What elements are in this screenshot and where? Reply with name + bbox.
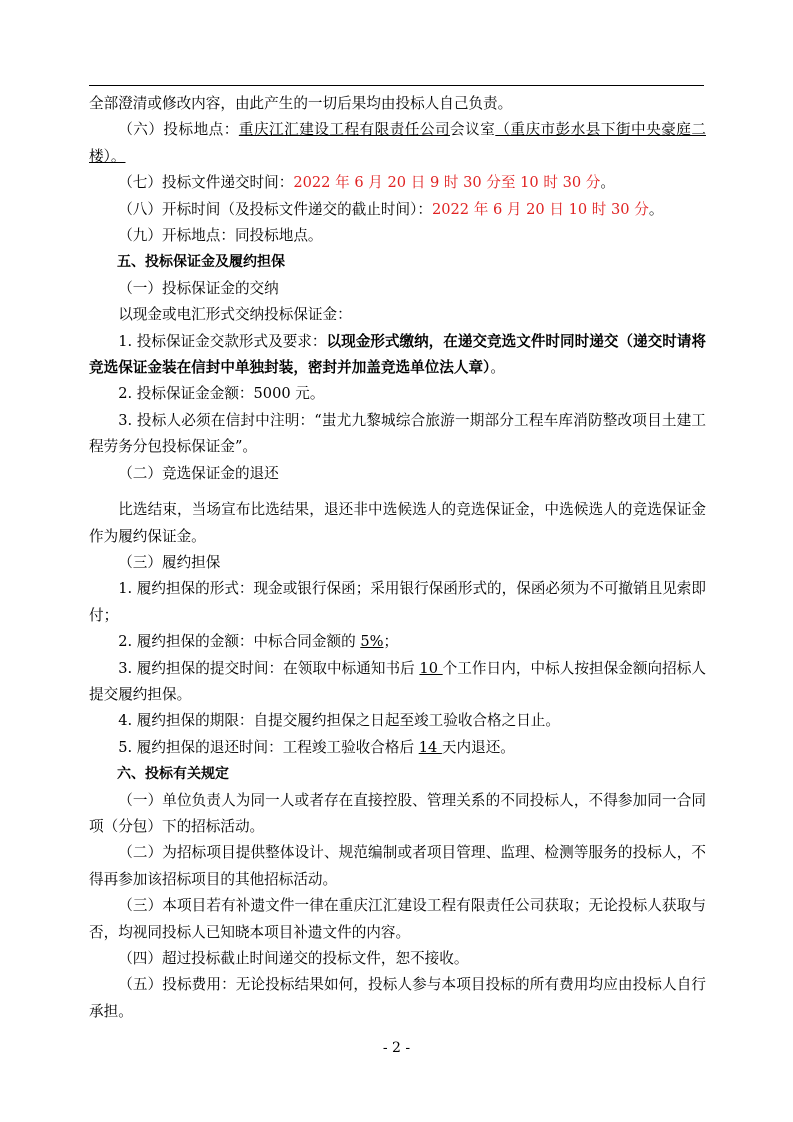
header-rule	[89, 85, 704, 86]
paragraph: 3. 履约担保的提交时间：在领取中标通知书后 10 个工作日内，中标人按担保金额向招标人提交履约担保。	[89, 659, 706, 703]
address: （重庆市彭水县下街中央豪庭二楼）。	[89, 121, 706, 165]
paragraph: 1. 履约担保的形式：现金或银行保函；采用银行保函形式的，保函必须为不可撤销且见索即付；	[89, 580, 706, 624]
paragraph: （三）本项目若有补遗文件一律在重庆江汇建设工程有限责任公司获取；无论投标人获取与否，均视同投标人已知晓本项目补遗文件的内容。	[89, 897, 706, 941]
paragraph: （四）超过投标截止时间递交的投标文件，恕不接收。	[118, 950, 469, 967]
paragraph: 比选结束，当场宣布比选结果，退还非中选候选人的竞选保证金，中选候选人的竞选保证金作为履约保证金。	[89, 501, 706, 545]
paragraph-bid-location: （六）投标地点：重庆江汇建设工程有限责任公司会议室（重庆市彭水县下街中央豪庭二楼）。	[89, 121, 706, 165]
paragraph: 全部澄清或修改内容，由此产生的一切后果均由投标人自己负责。	[89, 95, 513, 112]
subheading: （二）竞选保证金的退还	[118, 464, 279, 482]
section-heading-5: 五、投标保证金及履约担保	[117, 254, 285, 271]
deposit-form-requirement: 以现金形式缴纳，在递交竞选文件时同时递交（递交时请将竞选保证金装在信封中单独封装，密封并加盖竞选单位法人章）	[89, 332, 706, 377]
subheading: （三）履约担保	[118, 553, 221, 571]
page-number: - 2 -	[382, 1040, 411, 1056]
paragraph: （二）为招标项目提供整体设计、规范编制或者项目管理、监理、检测等服务的投标人，不得再参加该招标项目的其他招标活动。	[89, 844, 706, 888]
paragraph-submit-time: （七）投标文件递交时间：2022 年 6 月 20 日 9 时 30 分至 10 时 30 分。	[118, 174, 615, 192]
paragraph-deposit-form: 1. 投标保证金交款形式及要求：以现金形式缴纳，在递交竞选文件时同时递交（递交时请将竞选保证金装在信封中单独封装，密封并加盖竞选单位法人章）。	[89, 332, 706, 377]
company-name: 重庆江汇建设工程有限责任公司	[238, 121, 451, 139]
open-time-value: 2022 年 6 月 20 日 10 时 30 分	[431, 200, 649, 218]
paragraph: 5. 履约担保的退还时间：工程竣工验收合格后 14 天内退还。	[118, 738, 515, 756]
paragraph: 2. 履约担保的金额：中标合同金额的 5%；	[118, 633, 399, 651]
paragraph-deposit-amount: 2. 投标保证金金额：5000 元。	[118, 385, 325, 403]
paragraph: （五）投标费用：无论投标结果如何，投标人参与本项目投标的所有费用均应由投标人自行承担。	[89, 976, 706, 1020]
section-heading-6: 六、投标有关规定	[117, 766, 229, 783]
paragraph-envelope-note: 3. 投标人必须在信封中注明：“蚩尤九黎城综合旅游一期部分工程车库消防整改项目土建工程劳务分包投标保证金”。	[89, 411, 706, 456]
paragraph: 以现金或电汇形式交纳投标保证金：	[118, 306, 352, 324]
subheading: （一）投标保证金的交纳	[118, 279, 279, 297]
submit-time-value: 2022 年 6 月 20 日 9 时 30 分至 10 时 30 分	[293, 174, 601, 192]
paragraph: 4. 履约担保的期限：自提交履约担保之日起至竣工验收合格之日止。	[118, 712, 560, 730]
document-body	[89, 91, 706, 1025]
paragraph-open-location: （九）开标地点：同投标地点。	[118, 227, 323, 245]
paragraph-open-time: （八）开标时间（及投标文件递交的截止时间）：2022 年 6 月 20 日 10 时 30 分。	[118, 200, 664, 218]
paragraph: （一）单位负责人为同一人或者存在直接控股、管理关系的不同投标人，不得参加同一合同项（分包）下的招标活动。	[89, 791, 706, 835]
